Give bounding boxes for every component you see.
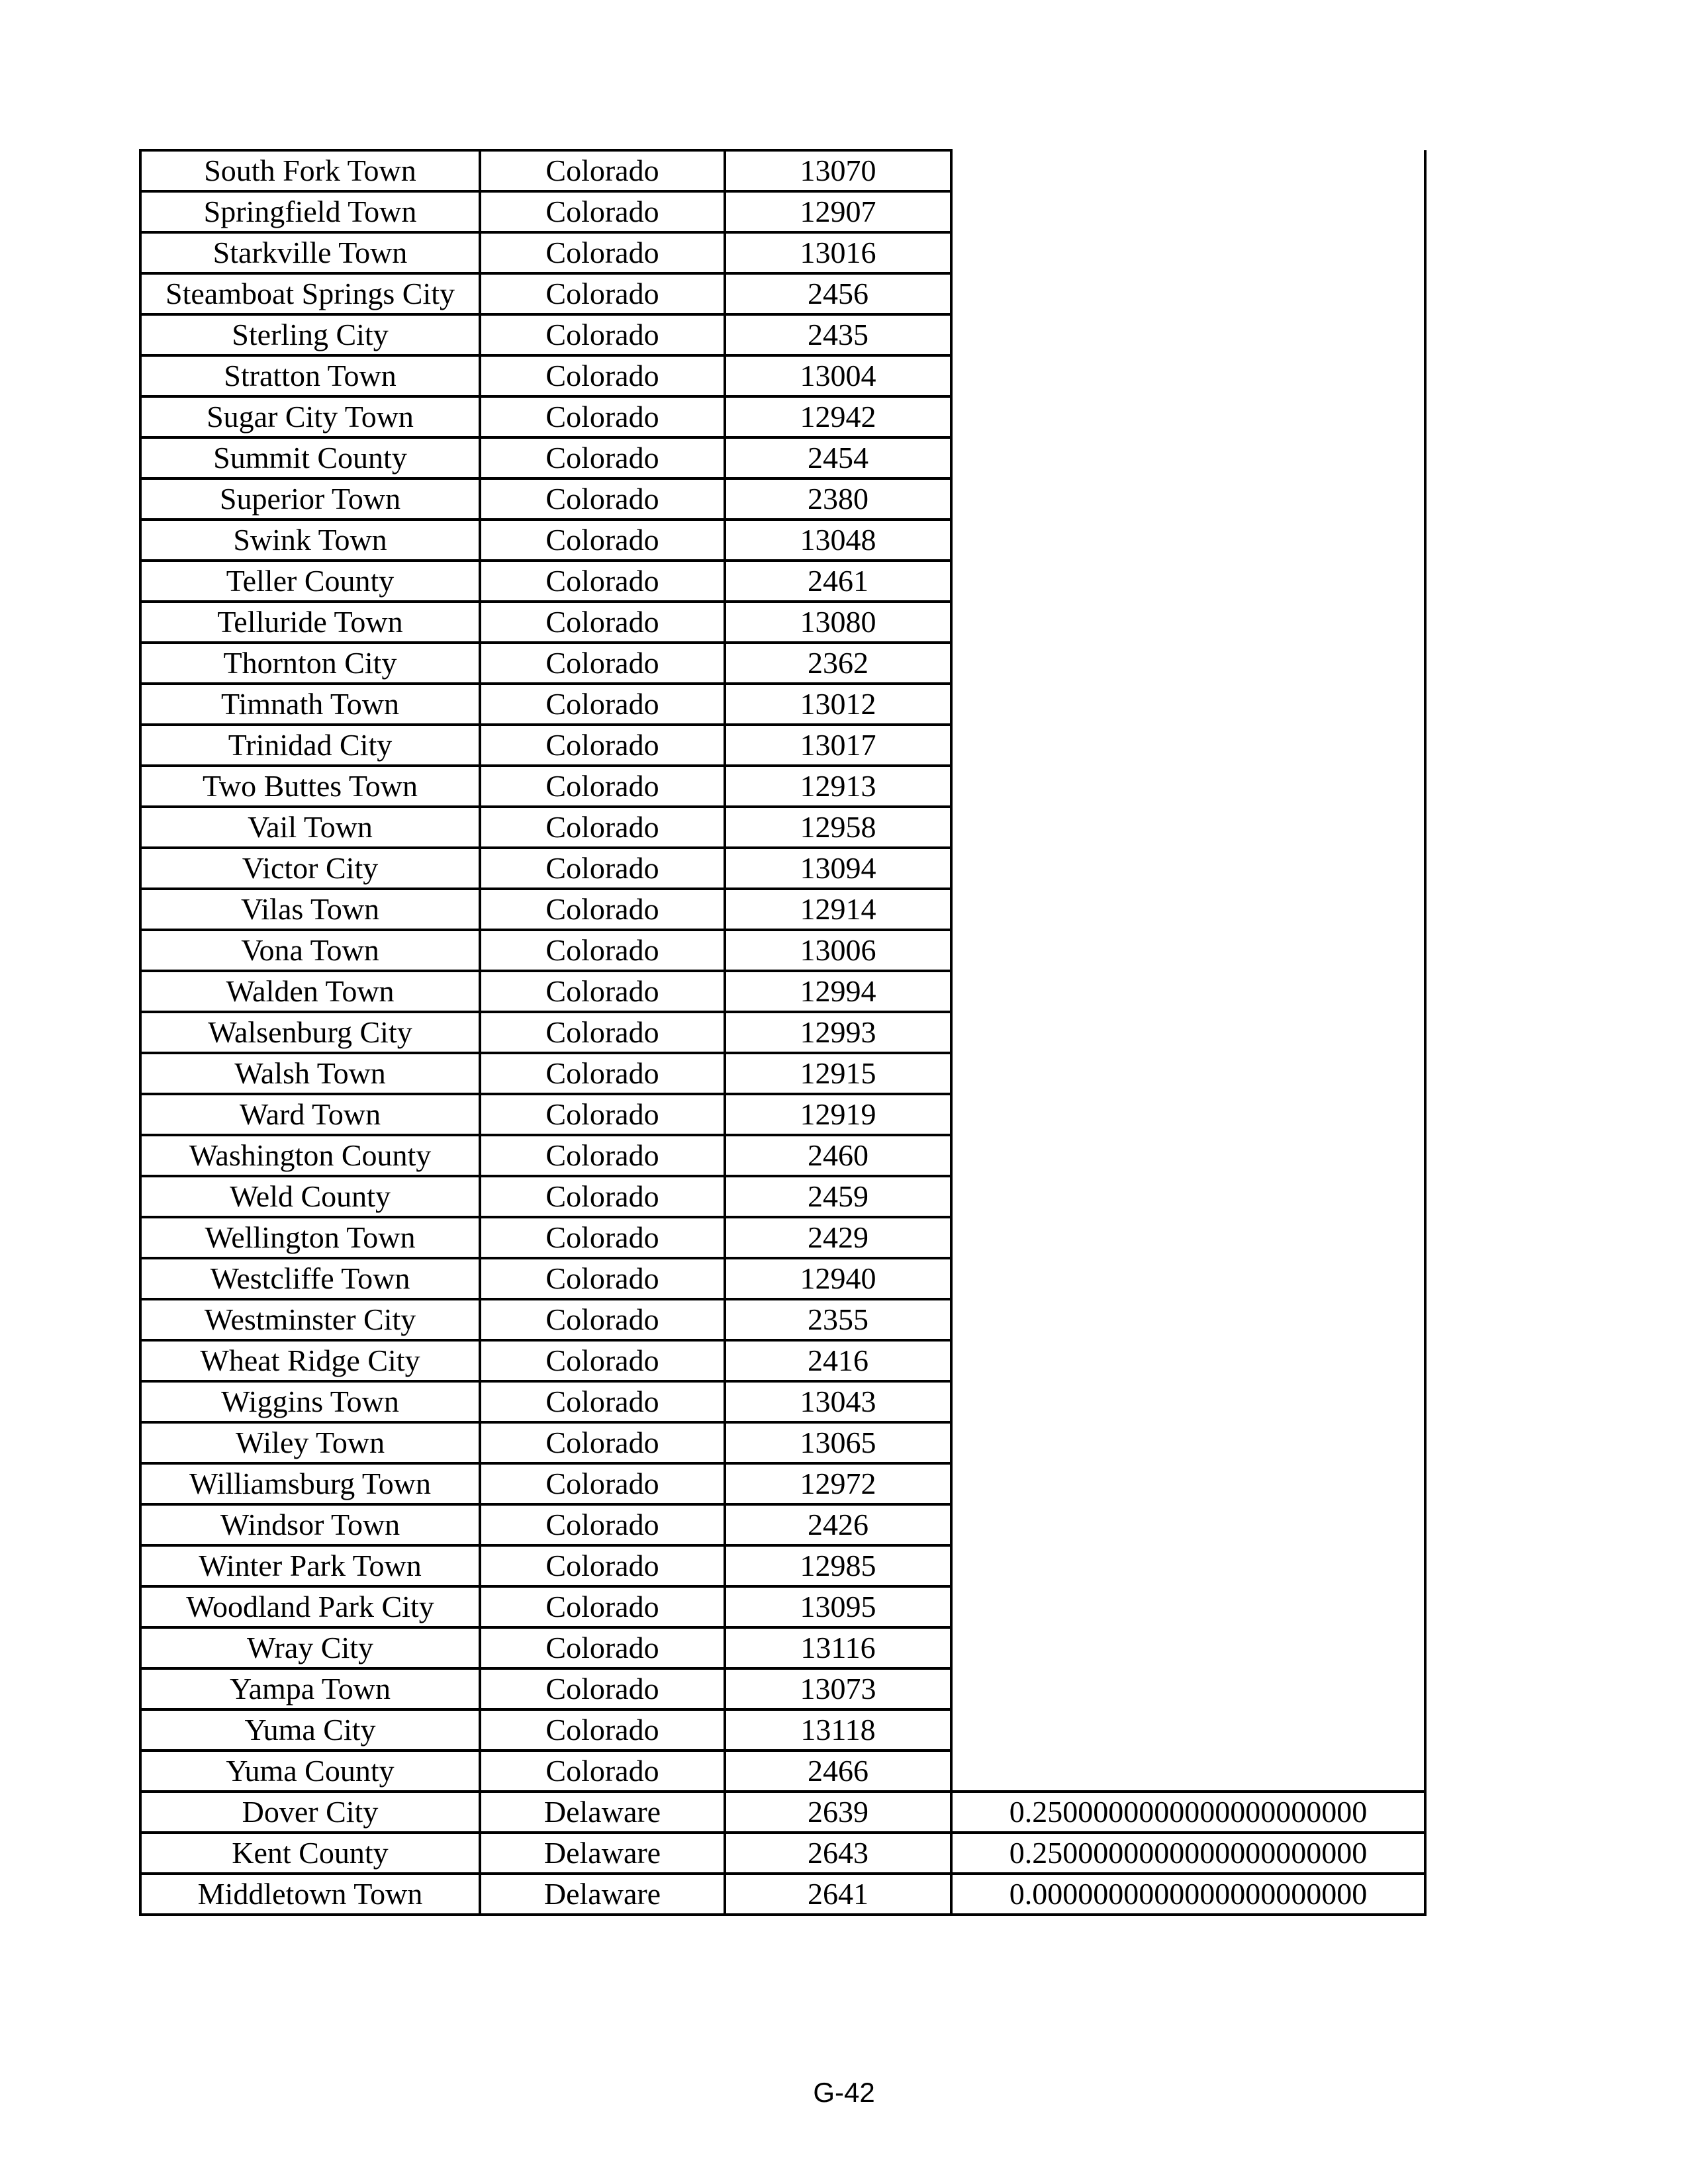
place-name-cell: Williamsburg Town (140, 1463, 480, 1504)
state-cell: Delaware (480, 1874, 725, 1915)
table-row (140, 889, 1425, 930)
state-cell: Colorado (480, 1053, 725, 1094)
value-cell (951, 1012, 1425, 1053)
place-name-cell: Telluride Town (140, 602, 480, 643)
state-cell: Colorado (480, 1586, 725, 1627)
code-cell: 13080 (725, 602, 951, 643)
value-cell (951, 1258, 1425, 1299)
state-cell: Colorado (480, 1627, 725, 1668)
state-cell: Colorado (480, 1340, 725, 1381)
place-name-cell: Washington County (140, 1135, 480, 1176)
state-cell: Colorado (480, 273, 725, 314)
state-cell: Colorado (480, 1545, 725, 1586)
value-cell: 0.0000000000000000000000 (951, 1874, 1425, 1915)
place-name-cell: Wheat Ridge City (140, 1340, 480, 1381)
value-cell (951, 1709, 1425, 1751)
place-name-cell: Timnath Town (140, 684, 480, 725)
value-cell (951, 1422, 1425, 1463)
value-cell (951, 355, 1425, 396)
place-name-cell: Wiggins Town (140, 1381, 480, 1422)
code-cell: 2435 (725, 314, 951, 355)
value-cell (951, 766, 1425, 807)
state-cell: Colorado (480, 848, 725, 889)
table-row (140, 1258, 1425, 1299)
table-row (140, 1340, 1425, 1381)
value-cell (951, 1751, 1425, 1792)
table-row (140, 1874, 1425, 1915)
state-cell: Colorado (480, 396, 725, 437)
value-cell (951, 848, 1425, 889)
table-row (140, 191, 1425, 232)
value-cell (951, 1381, 1425, 1422)
table-row (140, 1668, 1425, 1709)
table-row (140, 1504, 1425, 1545)
data-table (139, 149, 1427, 1916)
place-name-cell: Springfield Town (140, 191, 480, 232)
table-row (140, 1422, 1425, 1463)
state-cell: Colorado (480, 437, 725, 478)
value-cell (951, 725, 1425, 766)
state-cell: Delaware (480, 1792, 725, 1833)
code-cell: 12914 (725, 889, 951, 930)
table-row (140, 602, 1425, 643)
table-row (140, 150, 1425, 191)
place-name-cell: Vail Town (140, 807, 480, 848)
table-row (140, 1709, 1425, 1751)
table-row (140, 355, 1425, 396)
value-cell (951, 1094, 1425, 1135)
place-name-cell: Victor City (140, 848, 480, 889)
table-row (140, 1012, 1425, 1053)
state-cell: Colorado (480, 1709, 725, 1751)
place-name-cell: Middletown Town (140, 1874, 480, 1915)
table-row (140, 1176, 1425, 1217)
table-row (140, 273, 1425, 314)
value-cell (951, 602, 1425, 643)
code-cell: 12958 (725, 807, 951, 848)
table-row (140, 1135, 1425, 1176)
code-cell: 13004 (725, 355, 951, 396)
value-cell (951, 1627, 1425, 1668)
value-cell (951, 561, 1425, 602)
state-cell: Colorado (480, 971, 725, 1012)
code-cell: 12942 (725, 396, 951, 437)
value-cell (951, 314, 1425, 355)
code-cell: 13006 (725, 930, 951, 971)
place-name-cell: Windsor Town (140, 1504, 480, 1545)
state-cell: Colorado (480, 889, 725, 930)
code-cell: 2639 (725, 1792, 951, 1833)
table-row (140, 1053, 1425, 1094)
state-cell: Colorado (480, 766, 725, 807)
value-cell (951, 232, 1425, 273)
value-cell (951, 1217, 1425, 1258)
place-name-cell: Winter Park Town (140, 1545, 480, 1586)
table-row (140, 314, 1425, 355)
state-cell: Colorado (480, 1094, 725, 1135)
state-cell: Colorado (480, 232, 725, 273)
place-name-cell: South Fork Town (140, 150, 480, 191)
place-name-cell: Steamboat Springs City (140, 273, 480, 314)
place-name-cell: Swink Town (140, 520, 480, 561)
code-cell: 13094 (725, 848, 951, 889)
state-cell: Colorado (480, 684, 725, 725)
code-cell: 2426 (725, 1504, 951, 1545)
table-row (140, 971, 1425, 1012)
value-cell (951, 889, 1425, 930)
table-row (140, 766, 1425, 807)
value-cell (951, 1463, 1425, 1504)
table-row (140, 396, 1425, 437)
code-cell: 13065 (725, 1422, 951, 1463)
value-cell (951, 684, 1425, 725)
table-row (140, 725, 1425, 766)
code-cell: 2362 (725, 643, 951, 684)
state-cell: Delaware (480, 1833, 725, 1874)
place-name-cell: Walsenburg City (140, 1012, 480, 1053)
place-name-cell: Yuma City (140, 1709, 480, 1751)
table-row (140, 1833, 1425, 1874)
value-cell (951, 971, 1425, 1012)
value-cell (951, 1053, 1425, 1094)
table-row (140, 1792, 1425, 1833)
code-cell: 13118 (725, 1709, 951, 1751)
table-row (140, 1094, 1425, 1135)
code-cell: 12993 (725, 1012, 951, 1053)
place-name-cell: Woodland Park City (140, 1586, 480, 1627)
place-name-cell: Starkville Town (140, 232, 480, 273)
code-cell: 12913 (725, 766, 951, 807)
value-cell (951, 273, 1425, 314)
table-row (140, 684, 1425, 725)
code-cell: 13073 (725, 1668, 951, 1709)
code-cell: 2459 (725, 1176, 951, 1217)
value-cell (951, 191, 1425, 232)
place-name-cell: Wellington Town (140, 1217, 480, 1258)
state-cell: Colorado (480, 191, 725, 232)
code-cell: 12915 (725, 1053, 951, 1094)
state-cell: Colorado (480, 1176, 725, 1217)
state-cell: Colorado (480, 602, 725, 643)
value-cell (951, 1340, 1425, 1381)
place-name-cell: Wray City (140, 1627, 480, 1668)
code-cell: 12907 (725, 191, 951, 232)
value-cell (951, 396, 1425, 437)
value-cell (951, 930, 1425, 971)
state-cell: Colorado (480, 1217, 725, 1258)
table-row (140, 1627, 1425, 1668)
place-name-cell: Weld County (140, 1176, 480, 1217)
place-name-cell: Sugar City Town (140, 396, 480, 437)
state-cell: Colorado (480, 150, 725, 191)
code-cell: 13012 (725, 684, 951, 725)
table-row (140, 1463, 1425, 1504)
value-cell (951, 150, 1425, 191)
state-cell: Colorado (480, 643, 725, 684)
state-cell: Colorado (480, 1422, 725, 1463)
value-cell (951, 437, 1425, 478)
value-cell (951, 1545, 1425, 1586)
value-cell (951, 1668, 1425, 1709)
table-row (140, 232, 1425, 273)
value-cell (951, 643, 1425, 684)
code-cell: 2355 (725, 1299, 951, 1340)
value-cell (951, 478, 1425, 520)
table-row (140, 1299, 1425, 1340)
state-cell: Colorado (480, 1668, 725, 1709)
code-cell: 2416 (725, 1340, 951, 1381)
state-cell: Colorado (480, 1258, 725, 1299)
place-name-cell: Teller County (140, 561, 480, 602)
code-cell: 2641 (725, 1874, 951, 1915)
table-row (140, 643, 1425, 684)
code-cell: 2466 (725, 1751, 951, 1792)
place-name-cell: Vona Town (140, 930, 480, 971)
state-cell: Colorado (480, 1463, 725, 1504)
place-name-cell: Thornton City (140, 643, 480, 684)
code-cell: 13070 (725, 150, 951, 191)
table-body (140, 150, 1425, 1915)
page-number: G-42 (813, 2077, 875, 2108)
table-row (140, 1217, 1425, 1258)
code-cell: 13048 (725, 520, 951, 561)
value-cell: 0.2500000000000000000000 (951, 1792, 1425, 1833)
place-name-cell: Vilas Town (140, 889, 480, 930)
table-row (140, 1545, 1425, 1586)
state-cell: Colorado (480, 1299, 725, 1340)
value-cell (951, 1135, 1425, 1176)
code-cell: 13016 (725, 232, 951, 273)
place-name-cell: Summit County (140, 437, 480, 478)
place-name-cell: Two Buttes Town (140, 766, 480, 807)
table-row (140, 520, 1425, 561)
value-cell (951, 1586, 1425, 1627)
state-cell: Colorado (480, 314, 725, 355)
value-cell (951, 1504, 1425, 1545)
table-row (140, 561, 1425, 602)
value-cell (951, 520, 1425, 561)
code-cell: 12985 (725, 1545, 951, 1586)
table-row (140, 437, 1425, 478)
state-cell: Colorado (480, 725, 725, 766)
place-name-cell: Ward Town (140, 1094, 480, 1135)
state-cell: Colorado (480, 355, 725, 396)
value-cell (951, 1299, 1425, 1340)
table-row (140, 1586, 1425, 1627)
state-cell: Colorado (480, 930, 725, 971)
value-cell (951, 1176, 1425, 1217)
table-row (140, 1381, 1425, 1422)
place-name-cell: Trinidad City (140, 725, 480, 766)
state-cell: Colorado (480, 1751, 725, 1792)
table-row (140, 1751, 1425, 1792)
state-cell: Colorado (480, 1012, 725, 1053)
code-cell: 12940 (725, 1258, 951, 1299)
place-name-cell: Westminster City (140, 1299, 480, 1340)
place-name-cell: Kent County (140, 1833, 480, 1874)
code-cell: 2456 (725, 273, 951, 314)
code-cell: 2461 (725, 561, 951, 602)
state-cell: Colorado (480, 478, 725, 520)
place-name-cell: Yampa Town (140, 1668, 480, 1709)
code-cell: 12919 (725, 1094, 951, 1135)
place-name-cell: Walden Town (140, 971, 480, 1012)
place-name-cell: Walsh Town (140, 1053, 480, 1094)
code-cell: 2460 (725, 1135, 951, 1176)
place-name-cell: Stratton Town (140, 355, 480, 396)
state-cell: Colorado (480, 1381, 725, 1422)
place-name-cell: Sterling City (140, 314, 480, 355)
table-row (140, 848, 1425, 889)
state-cell: Colorado (480, 1135, 725, 1176)
place-name-cell: Dover City (140, 1792, 480, 1833)
code-cell: 2454 (725, 437, 951, 478)
state-cell: Colorado (480, 520, 725, 561)
value-cell (951, 807, 1425, 848)
code-cell: 2380 (725, 478, 951, 520)
code-cell: 13017 (725, 725, 951, 766)
code-cell: 2643 (725, 1833, 951, 1874)
table-row (140, 930, 1425, 971)
table-row (140, 478, 1425, 520)
place-name-cell: Westcliffe Town (140, 1258, 480, 1299)
code-cell: 13116 (725, 1627, 951, 1668)
state-cell: Colorado (480, 1504, 725, 1545)
code-cell: 2429 (725, 1217, 951, 1258)
place-name-cell: Wiley Town (140, 1422, 480, 1463)
place-name-cell: Yuma County (140, 1751, 480, 1792)
table-row (140, 807, 1425, 848)
state-cell: Colorado (480, 807, 725, 848)
code-cell: 13043 (725, 1381, 951, 1422)
value-cell: 0.2500000000000000000000 (951, 1833, 1425, 1874)
code-cell: 13095 (725, 1586, 951, 1627)
place-name-cell: Superior Town (140, 478, 480, 520)
code-cell: 12972 (725, 1463, 951, 1504)
state-cell: Colorado (480, 561, 725, 602)
code-cell: 12994 (725, 971, 951, 1012)
